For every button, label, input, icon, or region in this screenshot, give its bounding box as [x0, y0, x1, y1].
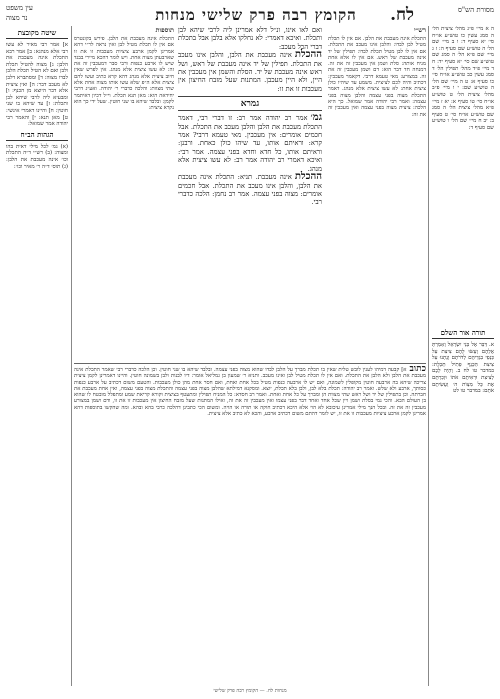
ner-mitzvah-label: נר מצוה [6, 14, 28, 22]
torah-or-heading: תורה אור השלם [432, 328, 494, 339]
talmud-page [6, 4, 494, 694]
page-header [6, 4, 494, 24]
lower-commentary-text [74, 366, 426, 417]
torah-or-column [432, 326, 494, 686]
masoret-hashas-label: מסורת הש"ס [457, 6, 494, 14]
gemara-text-2: אינה מעכבת. תניא: התכלת אינה מעכבת את הלבן, והלבן אינו מעכב את התכלת. אבל חכמים אומרים: מצוה בפני עצמה. אמר רב נחמן: הלכה כדברי רבי. [178, 173, 322, 207]
gemara-paragraph [178, 114, 322, 173]
gemara-block [178, 26, 322, 361]
tosafot-column [74, 26, 174, 361]
shita-mekubetzet-heading: שיטה מקובצת [6, 28, 68, 39]
lower-body: א] קבעה דמיהו לענין לובש טלית שאין בו תכלת מברך על הלבן לבדו שהוא מצוה בפני עצמה. ובלבד שיהא בו שני חוטין. וכן הלכה כדברי רבי שאמר התכלת אינה מעכבת את הלבן ולא הלבן את התכלת. ואם אין לו תכלת מטיל לבן ואינו מעכב. ותניא ר׳ שמעון בן גמליאל אומר: דיו לבנות ולבן בשמונה חוטין. והיינו דאמרינן לקמן ציצית צריכה שיהא בה ארבעה חוטין מקופלין לשמונה, ואם יש לו ארבעה כנפות מטיל בכל אחת ואחת, ואם חסר אחת מהן כולן מעכבות. והטעם משום דכתיב על ארבע כנפות כסותך, ארבע ולא שלש. ואמר רב יהודה: תכלת בלא לבן, ולבן בלא תכלת, יוצא. ומסקנא דמילתא שהלבן מצוה בפני עצמה והתכלת מצוה בפני עצמה, ואין אחת מעכבת את חברתה. וכן בתפילין של יד ושל ראש שתי מצוות הן ומברך על כל אחת ואחת. ואמר רב חסדא: כל המניח תפילין ומתעטף בציצית וקורא קריאת שמע ומתפלל מובטח לו שהוא בן העולם הבא. והכי נמי בסלת ושמן ויין שכל אחד ואחד דבר בפני עצמו ואין מעכבין זה את זה, ואילו המתנות שעל מזבח החיצון אין מעכבות זו את זו, ודם ושמן במצורע מעכבין זה את זה. ובכל הנך מילי אמרינן עיכובא לא הוי אלא היכא דכתיב חוקה או תורה או הויה. ומשום הכי כתבינן דהלכה כרבי בהא ובהא. ומה שהקשו בתוספות דהא אמרינן לקמן ארבע ציציות מעכבות זו את זו, יש לומר דהתם משום דכתיב ארבע, והכא לא כתיב אלא ציצית. [74, 367, 426, 418]
gemara-top-text: ואם לאו אינו, ונ״ל דלא אמרינן ליה לרבי שיהא לבן ותכלת. ואיכא דאמרי: לא נחלקו אלא בלבן אבל בתכלת דברי הכל מעכב: [178, 26, 322, 51]
page-title: הקומץ רבה פרק שלישי מנחות [155, 6, 357, 24]
lower-commentary [74, 366, 426, 686]
hagahot-text: (א) גמ׳ לכל מילי דאית בהו ומצוה: (ב) רש״י ד״ה התכלת וכו׳ אינה מעכבת את הלבן: (ג) תוס׳ ד״ה ר׳ מאיר וכו׳: [6, 143, 68, 170]
hagahot-heading: הגהות הב״ח [6, 130, 68, 141]
tosafot-text: התכלת אינה מעכבת את הלבן. פירש בקונטרס אם אין לו תכלת מטיל לבן ואין נראה לר״י דהא אמרינן לקמן ארבע ציציות מעכבות זו את זו שארבעתן מצוה אחת. ויש לומר דהכא מיירי בבגד שיש לו ארבע כנפות ורבי סבר דמעכבין זה את זה: לא עשו ציצית אלא מנהג. אין לפרש שאין חיוב ציצית אלא מנהג דהא קרא כתיב ועשו להם ציצית אלא ה״פ שלא עשו אותו מצוה אחת אלא שתי מצוות: והלכה כדברי ר׳ יהודה. ואע״ג דרבי יחידאה הוא: מאן תנא תכלת. וי״ל דכיון דאיתמר לקמן: ובלבד שיהא בו שני חוטין. שעל ידי כך הוא נקרא ציצית: [74, 36, 174, 112]
page-footer: מנחות לח. — הקומץ רבה פרק שלישי [213, 688, 287, 694]
ein-mishpat-label: עין משפט [6, 4, 33, 12]
gemara-section-title: גמרא [178, 96, 322, 111]
torah-or-text: א. דַּבֵּר אֶל בְּנֵי יִשְׂרָאֵל וְאָמַרְתָּ אֲלֵהֶם וְעָשׂוּ לָהֶם צִיצִת עַל כַּנְפֵי בִגְדֵיהֶם לְדֹרֹתָם וְנָתְנוּ עַל צִיצִת הַכָּנָף פְּתִיל תְּכֵלֶת: במדבר טו לח ב. וְהָיָה לָכֶם לְצִיצִת וּרְאִיתֶם אֹתוֹ וּזְכַרְתֶּם אֶת כָּל מִצְוֹת ה׳ וַעֲשִׂיתֶם אֹתָם: במדבר טו לט [432, 342, 494, 395]
mishnah-paragraph [178, 51, 322, 93]
gemara-paragraph-2 [178, 173, 322, 207]
rashi-text: התכלת אינה מעכבת את הלבן. אם אין לו תכלת מטיל לבן לבדו: והלבן אינו מעכב את התכלת. אם אין לו לבן מטיל תכלת לבדו: תפילין של יד אינה מעכבת של ראש. אם אין לו אלא אחת מניח אותה: סלת ושמן אין מעכבין זה את זה. דמנחה חד דבר הוא: דם ושמן מעכבין זה את זה. במצורע: מאי טעמא דרבי. דקאמר מעכבין: דכתיב והיה לכם לציצית. משמע עד שיהיו כולן ציצית אחת: לא עשו ציצית אלא מנהג. דאמר התכלת מצוה בפני עצמה והלבן מצוה בפני עצמה: ואמר רבי יהודה אמר שמואל. כך היא הלכה: ציצית מצוה בפני עצמה ואין מעכבין זה את זה: [328, 36, 426, 118]
folio-number: לח. [390, 5, 414, 25]
gemara-lead-word-2: ההכלת [294, 171, 322, 183]
lower-lead-word: כתוב [409, 366, 426, 374]
mishnah-text: אינה מעכבת את הלבן, והלבן אינו מעכב את התכלת. תפילין של יד אינה מעכבת של ראש, ושל ראש אינה מעכבת של יד. הסלת והשמן אין מעכבין את היין, ולא היין מעכבן. המתנות שעל מזבח החיצון אין מעכבות זו את זו: [178, 51, 322, 93]
mishnah-lead-word: ההכלת [294, 49, 322, 61]
shita-mekubetzet-text: א] אמר רבי מאיר לא עשו רבי אלא מנהגא: ב] אמר רבא התכלת אינה מעכבת את הלבן: ג] מצוה להטיל תכלת ולבן ואם לא הטיל תכלת הלבן לבדו מצוה: ד] ומסתברא דלבן לא מעכב דבר: ה] ואין ציצית אלא דבר היוצא מן הכנף: ו] ומבעיא ליה לרבי שיהא לבן ותכלת: ז] עד שיהא בו שני חוטין: ח] והיינו דאמרי אינשי: ט] מאן תנא: י] והאמר רבי יהודה אמר שמואל: [6, 42, 68, 128]
rashi-column [328, 26, 426, 361]
gemara-text: אמר רב יהודה אמר רב: זו דברי רבי, דאמר התכלת מעכבת את הלבן והלבן מעכב את התכלת. אבל חכמים אומרים: אין מעכבין. מאי טעמא דרבי? אמר קרא: וראיתם אותו, עד שיהו כולן כאחת. ורבנן: וראיתם אותו, כל חדא וחדא בפני עצמה. אמר רבי: ואיכא דאמרי רב יהודה אמר רב: לא עשו ציצית אלא מנהג. [178, 114, 322, 173]
ein-mishpat-text: ה א מיי׳ פ״ג מהל׳ ציצית הל׳ ה סמג עשין כו טוש״ע או״ח סי׳ יא סעיף ד: ו ב מיי׳ שם הל׳ ה טוש״ע שם סעיף ה: ז ג מיי׳ שם פ״א הל׳ ה סמג שם טוש״ע שם סי׳ יא סעיף יד: ח ד מיי׳ פ״ד מהל׳ תפילין הל׳ ד סמג עשין כב טוש״ע או״ח סי׳ כו סעיף א: ט ה מיי׳ שם הל׳ ה טוש״ע שם: י ו מיי׳ פ״ב מהל׳ ציצית הל׳ ט טוש״ע או״ח סי׳ טו סעיף א: יא ז מיי׳ פ״א מהל׳ ציצית הל׳ ה סמג שם טוש״ע או״ח סי׳ ט סעיף ב: יב ח מיי׳ שם הל׳ ו טוש״ע שם סעיף ד: [432, 26, 494, 131]
left-margin-column [6, 26, 68, 686]
column-rule [71, 26, 72, 686]
gemara-lead-word: גמ׳ [310, 112, 322, 124]
tosafot-heading: תוספות [155, 26, 174, 34]
rashi-heading: רש״י [414, 26, 426, 34]
section-divider [74, 363, 426, 364]
column-rule [428, 26, 429, 686]
ein-mishpat-column [432, 26, 494, 326]
